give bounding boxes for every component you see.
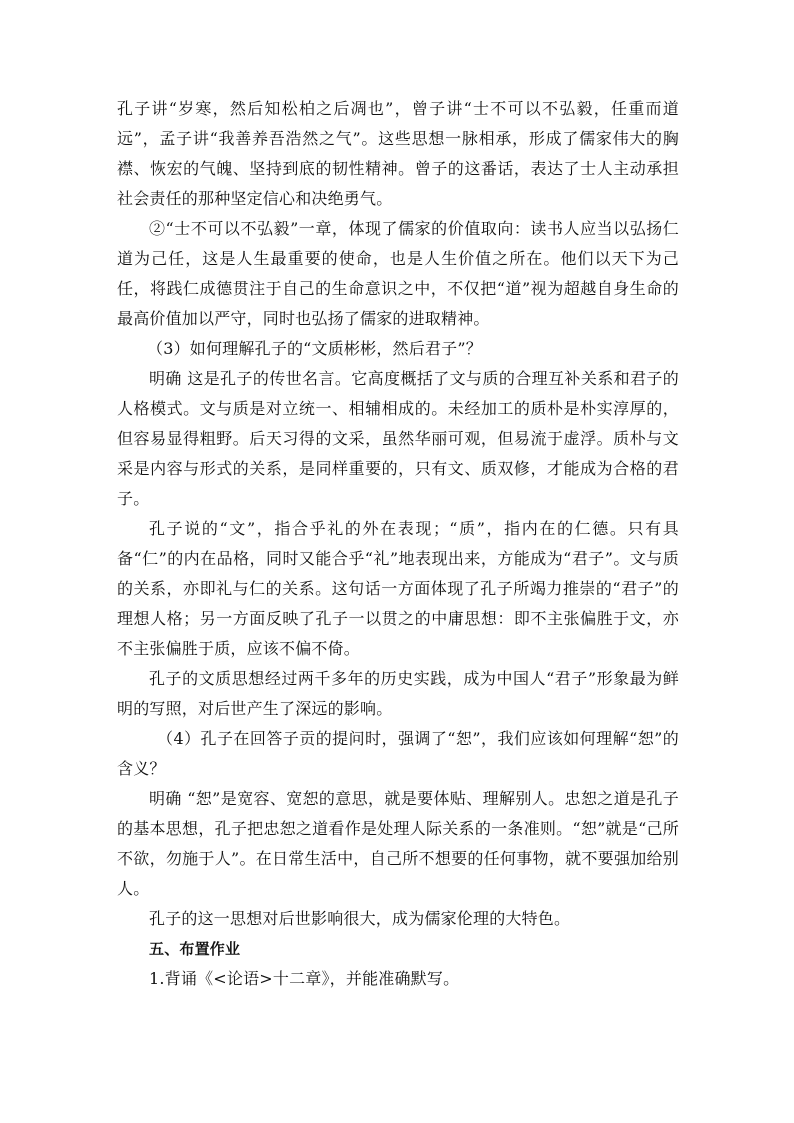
homework-item: 1.背诵《<论语>十二章》，并能准确默写。 [149,969,460,988]
paragraph-point-2: ②“士不可以不弘毅”一章，体现了儒家的价值取向：读书人应当以弘扬仁道为己任，这是人生最重要的使命，也是人生价值之所在。他们以天下为己任，将践仁成德贯注于自己的生命意识之中，不仅把“道”视为超越自身生命的最高价值加以严守，同时也弘扬了儒家的进取精神。 [117,219,679,328]
paragraph-wen-zhi: 孔子说的“文”，指合乎礼的外在表现；“质”，指内在的仁德。只有具备“仁”的内在品格，同时又能合乎“礼”地表现出来，方能成为“君子”。文与质的关系，亦即礼与仁的关系。这句话一方面体现了孔子所竭力推崇的“君子”的理想人格；另一方面反映了孔子一以贯之的中庸思想：即不主张偏胜于文，亦不主张偏胜于质，应该不偏不倚。 [117,519,679,658]
answer-4: 明确 “恕”是宽容、宽恕的意思，就是要体贴、理解别人。忠恕之道是孔子的基本思想，孔子把忠恕之道看作是处理人际关系的一条准则。“恕”就是“己所不欲，勿施于人”。在日常生活中，自己所不想要的任何事物，就不要强加给别人。 [117,789,679,898]
paragraph-shu-influence: 孔子的这一思想对后世影响很大，成为儒家伦理的大特色。 [149,909,571,928]
section-heading-homework: 五、布置作业 [149,940,241,958]
question-4: （4）孔子在回答子贡的提问时，强调了“恕”，我们应该如何理解“恕”的含义？ [117,729,679,778]
question-3: （3）如何理解孔子的“文质彬彬，然后君子”？ [147,339,482,358]
paragraph-wen-zhi-influence: 孔子的文质思想经过两千多年的历史实践，成为中国人“君子”形象最为鲜明的写照，对后世产生了深远的影响。 [117,669,679,718]
paragraph-continuation: 孔子讲“岁寒，然后知松柏之后凋也”，曾子讲“士不可以不弘毅，任重而道远”，孟子讲“我善养吾浩然之气”。这些思想一脉相承，形成了儒家伟大的胸襟、恢宏的气魄、坚持到底的韧性精神。曾子的这番话，表达了士人主动承担社会责任的那种坚定信心和决绝勇气。 [117,99,679,208]
answer-3: 明确 这是孔子的传世名言。它高度概括了文与质的合理互补关系和君子的人格模式。文与质是对立统一、相辅相成的。未经加工的质朴是朴实淳厚的，但容易显得粗野。后天习得的文采，虽然华丽可观，但易流于虚浮。质朴与文采是内容与形式的关系，是同样重要的，只有文、质双修，才能成为合格的君子。 [117,369,679,508]
document-body [117,94,679,994]
